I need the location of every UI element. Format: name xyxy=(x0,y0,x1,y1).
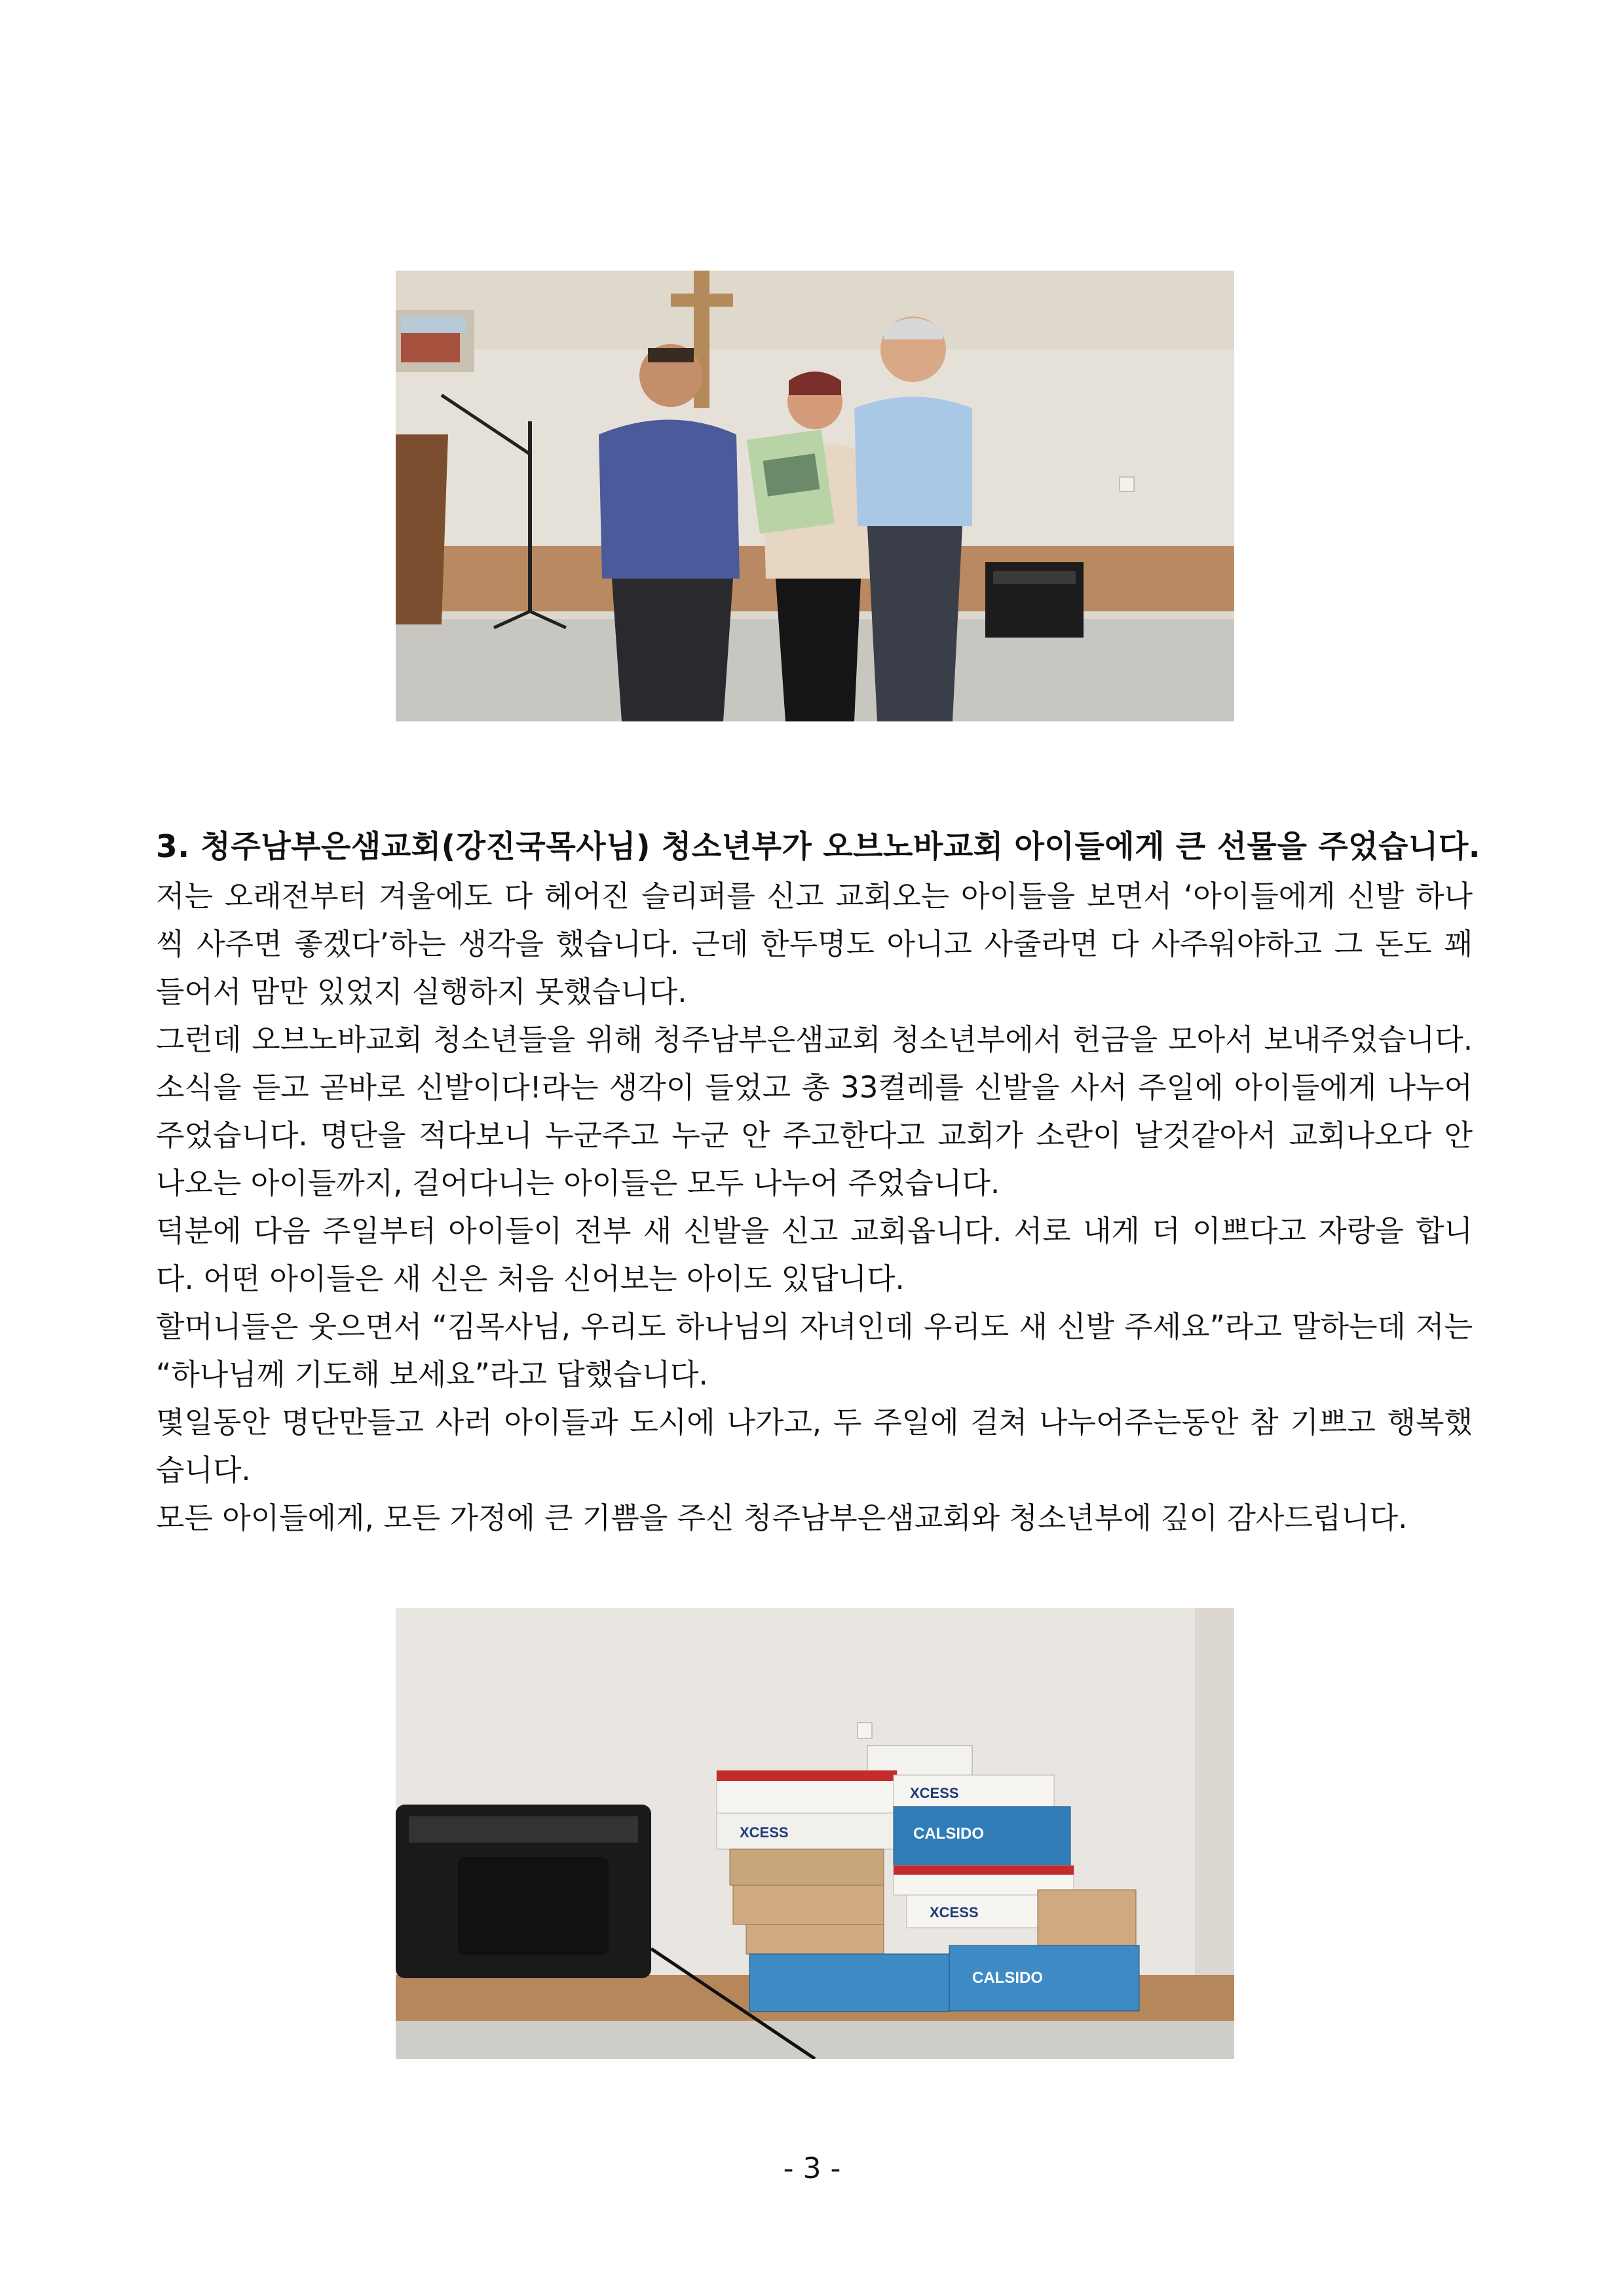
paragraph-2: 그런데 오브노바교회 청소년들을 위해 청주남부은샘교회 청소년부에서 헌금을 모아서 보내주었습니다. 소식을 듣고 곧바로 신발이다!라는 생각이 들었고 총 33켤레를 신발을 사서 주일에 아이들에게 나누어 주었습니다. 명단을 적다보니 누군주고 누군 안 주고한다고 교회가 소란이 날것같아서 교회나오다 안 나오는 아이들까지, 걸어다니는 아이들은 모두 나누어 주었습니다. xyxy=(156,1022,1473,1200)
page-number: - 3 - xyxy=(783,2152,841,2185)
box-label-calsido-2: CALSIDO xyxy=(972,1969,1043,1987)
box-label-xcess-2: XCESS xyxy=(910,1785,959,1801)
paragraph-3: 덕분에 다음 주일부터 아이들이 전부 새 신발을 신고 교회옵니다. 서로 내게 더 이쁘다고 자랑을 합니다. 어떤 아이들은 새 신은 처음 신어보는 아이도 있답니다. xyxy=(156,1214,1473,1296)
section-heading: 3. 청주남부은샘교회(강진국목사님) 청소년부가 오브노바교회 아이들에게 큰 선물을 주었습니다. xyxy=(156,829,1481,865)
paragraph-1: 저는 오래전부터 겨울에도 다 헤어진 슬리퍼를 신고 교회오는 아이들을 보면서 ‘아이들에게 신발 하나씩 사주면 좋겠다’하는 생각을 했습니다. 근데 한두명도 아니고 사줄라면 다 사주워야하고 그 돈도 꽤 들어서 맘만 있었지 실행하지 못했습니다. xyxy=(156,879,1473,1009)
photo-three-people-in-church xyxy=(396,271,1234,721)
box-label-calsido-1: CALSIDO xyxy=(913,1825,984,1843)
shoe-boxes-photo-illustration xyxy=(396,1608,1234,2059)
paragraph-6: 모든 아이들에게, 모든 가정에 큰 기쁨을 주신 청주남부은샘교회와 청소년부에 깊이 감사드립니다. xyxy=(156,1501,1408,1535)
paragraph-4: 할머니들은 웃으면서 “김목사님, 우리도 하나님의 자녀인데 우리도 새 신발 주세요”라고 말하는데 저는 “하나님께 기도해 보세요”라고 답했습니다. xyxy=(156,1309,1473,1392)
paragraph-5: 몇일동안 명단만들고 사러 아이들과 도시에 나가고, 두 주일에 걸쳐 나누어주는동안 참 기쁘고 행복했습니다. xyxy=(156,1405,1473,1487)
photo-shoe-boxes-and-speaker xyxy=(396,1608,1234,2059)
box-label-xcess-1: XCESS xyxy=(740,1824,789,1841)
box-label-xcess-3: XCESS xyxy=(930,1904,979,1921)
church-photo-illustration xyxy=(396,271,1234,721)
section-body xyxy=(156,872,1473,1542)
